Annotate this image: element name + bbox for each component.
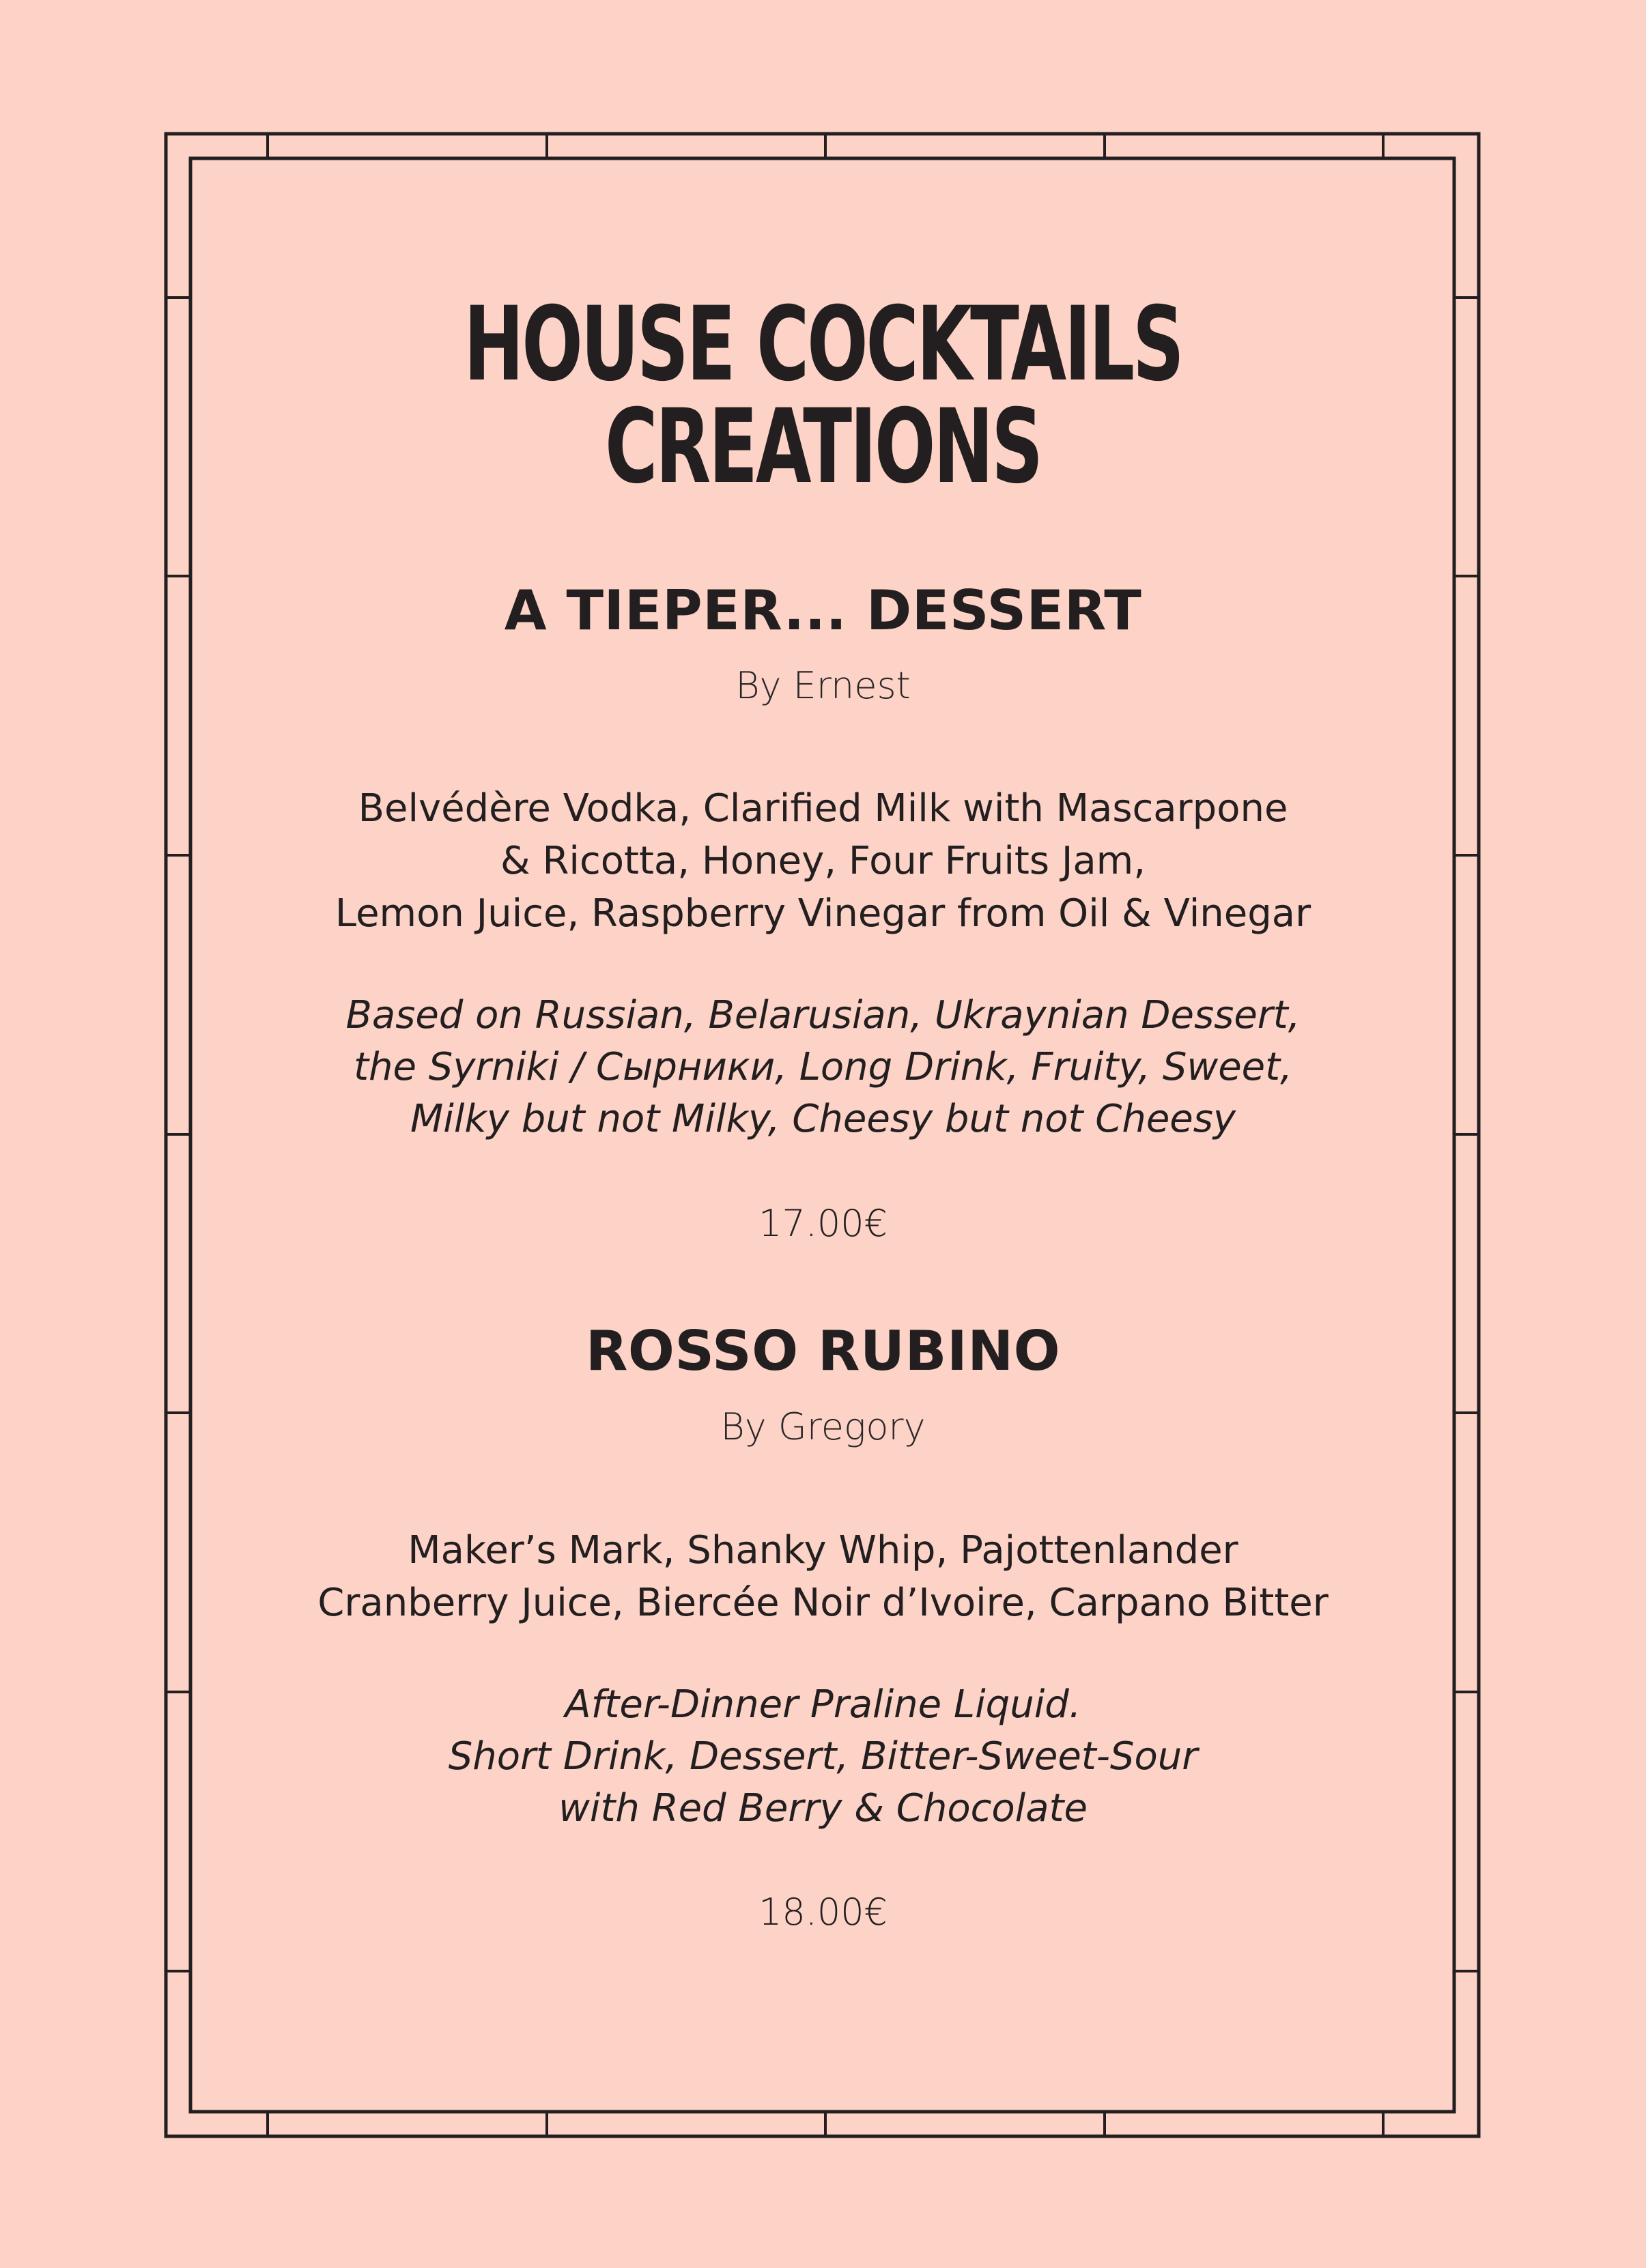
menu-title-line2: CREATIONS [605,388,1041,506]
cocktail-description [0,990,1646,1145]
ingredients-line: & Ricotta, Honey, Four Fruits Jam, [500,839,1146,883]
description-line: Short Drink, Dessert, Bitter-Sweet-Sour [448,1734,1198,1779]
cocktail-creator: By Ernest [735,664,911,707]
cocktail-price: 18.00€ [758,1891,888,1934]
cocktail-name: ROSSO RUBINO [585,1319,1061,1383]
menu-title-line1: HOUSE COCKTAILS [464,285,1182,404]
cocktail-ingredients [0,1524,1646,1629]
ingredients-line: Cranberry Juice, Biercée Noir d’Ivoire, Carpano Bitter [317,1581,1329,1625]
ingredients-line: Maker’s Mark, Shanky Whip, Pajottenlander [408,1528,1238,1573]
ingredients-line: Belvédère Vodka, Clarified Milk with Mascarpone [358,786,1288,831]
description-line: with Red Berry & Chocolate [558,1786,1088,1831]
cocktail-price: 17.00€ [758,1202,888,1245]
cocktail-name: A TIEPER... DESSERT [504,579,1142,642]
cocktail-ingredients [0,782,1646,940]
description-line: the Syrniki / Сырники, Long Drink, Fruity, Sweet, [354,1045,1292,1089]
cocktail-description [0,1679,1646,1835]
description-line: Based on Russian, Belarusian, Ukraynian Dessert, [345,993,1301,1037]
cocktail-creator: By Gregory [720,1405,926,1448]
description-line: Milky but not Milky, Cheesy but not Cheesy [410,1097,1236,1141]
ingredients-line: Lemon Juice, Raspberry Vinegar from Oil & Vinegar [335,891,1311,936]
description-line: After-Dinner Praline Liquid. [565,1682,1081,1727]
